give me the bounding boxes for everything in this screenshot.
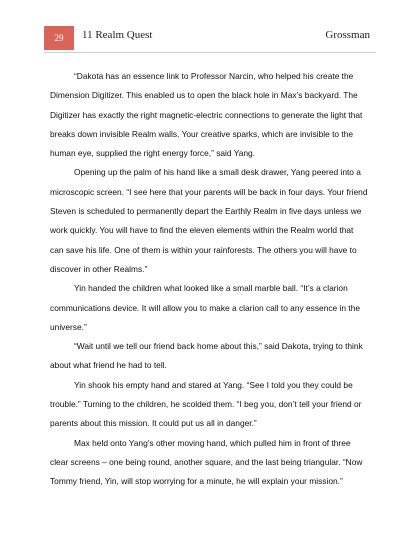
header-divider xyxy=(44,52,376,53)
paragraph: Yin shook his empty hand and stared at Yang. “See I told you they could be trouble.” Turning to the children, he scolded them. “I beg you, don’t tell your friend or parents about this mission. It could put us all in danger.” xyxy=(50,379,362,429)
body-text xyxy=(50,67,368,492)
paragraph: Opening up the palm of his hand like a small desk drawer, Yang peered into a microscopic screen. “I see here that your parents will be back in four days. Your friend Steven is scheduled to permanently depart the Earthly Realm in five days unless we work quickly. You will have to find the eleven elements within the Realm world that can save his life. One of them is within your rainforests. The others you will have to discover in other Realms.” xyxy=(50,167,368,274)
page-header xyxy=(0,0,420,60)
paragraph: Yin handed the children what looked like a small marble ball. “It’s a clarion communications device. It will allow you to make a clarion call to any essence in the universe.” xyxy=(50,283,361,332)
paragraph: “Wait until we tell our friend back home about this,” said Dakota, trying to think about what friend he had to tell. xyxy=(50,341,363,371)
book-title: 11 Realm Quest xyxy=(82,29,153,41)
author-name: Grossman xyxy=(325,29,370,41)
page-number-badge: 29 xyxy=(44,26,74,50)
paragraph: Max held onto Yang’s other moving hand, which pulled him in front of three clear screens – one being round, another square, and the last being triangular. “Now Tommy friend, Yin, will stop worrying for a minute, he will explain your mission.” xyxy=(50,437,363,487)
paragraph: “Dakota has an essence link to Professor Narcin, who helped his create the Dimension Digitizer. This enabled us to open the black hole in Max’s backyard. The Digitizer has exactly the right magnetic-electric connections to generate the light that breaks down invisible Realm walls. Your creative sparks, which are invisible to the human eye, supplied the right energy force,” said Yang. xyxy=(50,71,363,159)
